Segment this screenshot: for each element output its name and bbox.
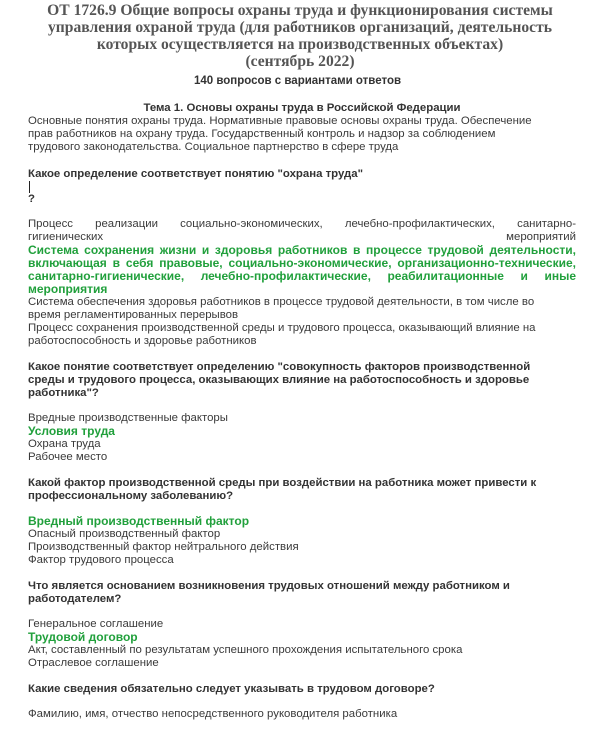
question-text — [28, 683, 576, 696]
topic-description-line: трудового законодательства. Социальное партнерство в сфере труда — [28, 141, 399, 153]
answer-line: Процесс реализации социально-экономических, лечебно-профилактических, санитарно- — [28, 218, 576, 230]
answer-list — [28, 412, 576, 464]
question-line: среды и трудового процесса, оказывающих влияние на работоспособность и здоровье — [28, 374, 530, 386]
question-line: Что является основанием возникновения трудовых отношений между работником и — [28, 580, 510, 592]
topic-description — [28, 115, 576, 154]
title-date: (сентябрь 2022) — [245, 53, 355, 70]
answer-option — [28, 218, 576, 244]
question-text — [28, 477, 576, 503]
answer-option — [28, 541, 576, 554]
question-line: работника"? — [28, 387, 99, 399]
answer-option-correct — [28, 631, 576, 644]
title-line: которых осуществляется на производственных объектах) — [96, 36, 504, 53]
document-body — [28, 102, 576, 734]
answer-option — [28, 438, 576, 451]
answer-line: время регламентированных перерывов — [28, 309, 239, 321]
question-line: Какой фактор производственной среды при воздействии на работника может привести к — [28, 477, 537, 489]
answer-option-correct — [28, 425, 576, 438]
answer-line: Вредный производственный фактор — [28, 514, 250, 528]
answer-line: Процесс сохранения производственной среды и трудового процесса, оказывающий влияние на — [28, 322, 536, 334]
answer-line: Рабочее место — [28, 451, 108, 463]
answer-line: санитарно-гигиенические, лечебно-профилактические, реабилитационные и иные — [28, 269, 576, 283]
answer-option — [28, 322, 576, 348]
answer-line: Трудовой договор — [28, 630, 138, 644]
answer-line: включающая в себя правовые, социально-экономические, организационно-технические, — [28, 256, 576, 270]
topic-title: Тема 1. Основы охраны труда в Российской Федерации — [143, 102, 461, 114]
answer-line: Система обеспечения здоровья работников в процессе трудовой деятельности, в том числе во — [28, 296, 535, 308]
answer-list — [28, 218, 576, 348]
answer-line: Фамилию, имя, отчество непосредственного руководителя работника — [28, 708, 398, 720]
question-line: Какое определение соответствует понятию "охрана труда" ? — [28, 168, 364, 205]
answer-line: Отраслевое соглашение — [28, 657, 159, 669]
answer-option — [28, 644, 576, 657]
answer-line: Вредные производственные факторы — [28, 412, 228, 424]
title-line: управления охраной труда (для работников организаций, деятельность — [47, 19, 552, 36]
answer-line: Система сохранения жизни и здоровья работников в процессе трудовой деятельности, — [28, 243, 576, 257]
answer-line: Акт, составленный по результатам успешного прохождения испытательного срока — [28, 644, 463, 656]
question-list — [28, 168, 576, 721]
answer-list — [28, 618, 576, 670]
topic-description-line: прав работников на охрану труда. Государственный контроль и надзор за соблюдением — [28, 128, 496, 140]
answer-option — [28, 708, 576, 721]
answer-line: работоспособность и здоровье работников — [28, 335, 257, 347]
answer-option-correct — [28, 515, 576, 528]
answer-line: Производственный фактор нейтрального действия — [28, 541, 299, 553]
answer-line: Опасный производственный фактор — [28, 528, 221, 540]
answer-option — [28, 554, 576, 567]
topic-description-line: Основные понятия охраны труда. Нормативные правовые основы охраны труда. Обеспечение — [28, 115, 532, 127]
answer-option — [28, 528, 576, 541]
answer-line: мероприятия — [28, 282, 108, 296]
question-text — [28, 168, 576, 206]
title-line: ОТ 1726.9 Общие вопросы охраны труда и функционирования системы — [47, 2, 553, 19]
answer-line: Охрана труда — [28, 438, 101, 450]
answer-option — [28, 657, 576, 670]
answer-list — [28, 515, 576, 567]
question-line: профессиональному заболеванию? — [28, 490, 234, 502]
question-count: 140 вопросов с вариантами ответов — [193, 75, 402, 87]
answer-line: Фактор трудового процесса — [28, 554, 174, 566]
question-text — [28, 361, 576, 400]
answer-line: Условия труда — [28, 424, 115, 438]
answer-option-correct — [28, 244, 576, 296]
question-line: Какое понятие соответствует определению "совокупность факторов производственной — [28, 361, 531, 373]
answer-option — [28, 451, 576, 464]
answer-line: Генеральное соглашение — [28, 618, 164, 630]
document-title — [20, 2, 580, 70]
answer-line: гигиенических мероприятий — [28, 231, 576, 243]
question-text — [28, 580, 576, 606]
answer-list — [28, 708, 576, 721]
question-line: Какие сведения обязательно следует указывать в трудовом договоре? — [28, 683, 435, 695]
answer-option — [28, 296, 576, 322]
text-cursor — [29, 181, 30, 193]
question-line: работодателем? — [28, 593, 122, 605]
